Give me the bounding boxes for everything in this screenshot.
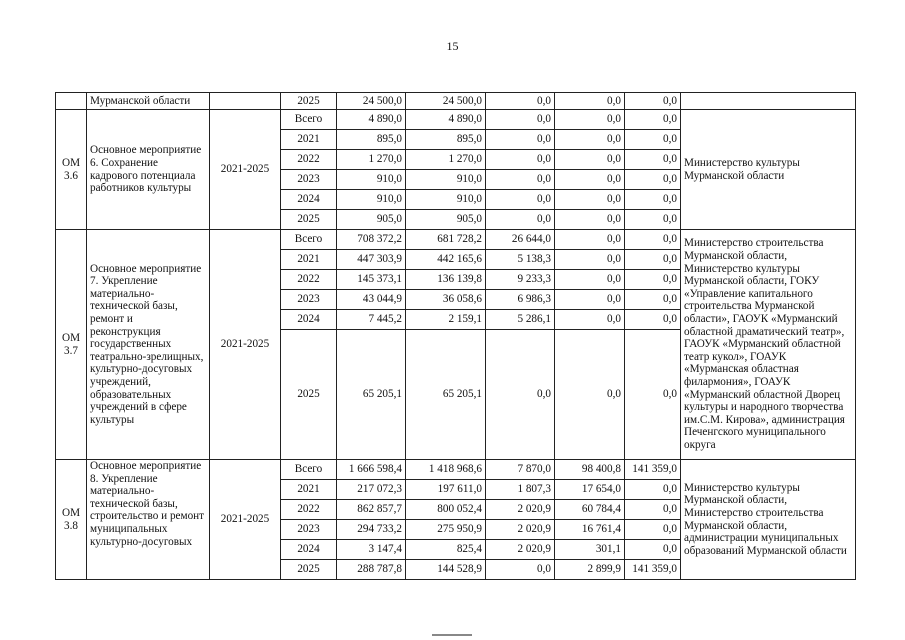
table-row	[56, 93, 856, 110]
amount-col2: 24 500,0	[406, 93, 486, 110]
table-row	[56, 230, 856, 250]
amount-col5: 0,0	[625, 290, 681, 310]
amount-col5: 0,0	[625, 170, 681, 190]
year-cell: 2021	[281, 250, 337, 270]
amount-col3: 5 286,1	[486, 310, 555, 330]
amount-col4: 301,1	[555, 540, 625, 560]
year-cell: 2025	[281, 560, 337, 580]
amount-col5: 141 359,0	[625, 560, 681, 580]
executor: Министерство культуры Мурманской области, Министерство строительства Мурманской области, администрации муниципальных образований Мурманской области	[681, 460, 856, 580]
amount-col5: 0,0	[625, 150, 681, 170]
amount-col2: 36 058,6	[406, 290, 486, 310]
year-cell: 2022	[281, 500, 337, 520]
amount-total: 288 787,8	[337, 560, 406, 580]
executor: Министерство строительства Мурманской области, Министерство культуры Мурманской области, ГОКУ «Управление капитального строительства Мурманской области», ГАОУК «Мурманский областной драматический театр», ГАОУК «Мурманский областной театр кукол», ГОАУК «Мурманская областная филармония», ГОАУК «Мурманский областной Дворец культуры и народного творчества им.С.М. Кирова», администрация Печенгского муниципального округа	[681, 230, 856, 460]
amount-total: 217 072,3	[337, 480, 406, 500]
amount-col4: 0,0	[555, 310, 625, 330]
measure-period: 2021-2025	[210, 460, 281, 580]
amount-col2: 2 159,1	[406, 310, 486, 330]
amount-col2: 905,0	[406, 210, 486, 230]
amount-col2: 910,0	[406, 170, 486, 190]
amount-col3: 26 644,0	[486, 230, 555, 250]
amount-col4: 0,0	[555, 230, 625, 250]
year-cell: 2023	[281, 520, 337, 540]
year-cell: 2023	[281, 290, 337, 310]
amount-col5: 0,0	[625, 270, 681, 290]
measure-period: 2021-2025	[210, 230, 281, 460]
executor: Министерство культуры Мурманской области	[681, 110, 856, 230]
table-row	[56, 460, 856, 480]
amount-col4: 0,0	[555, 170, 625, 190]
amount-col2: 65 205,1	[406, 330, 486, 460]
amount-total: 1 270,0	[337, 150, 406, 170]
amount-col4: 0,0	[555, 210, 625, 230]
amount-col2: 4 890,0	[406, 110, 486, 130]
amount-col5: 0,0	[625, 540, 681, 560]
amount-col4: 16 761,4	[555, 520, 625, 540]
measure-name: Мурманской области	[87, 93, 210, 110]
table-row	[56, 110, 856, 130]
amount-col2: 895,0	[406, 130, 486, 150]
amount-col5: 0,0	[625, 110, 681, 130]
measure-name: Основное мероприятие 6. Сохранение кадрового потенциала работников культуры	[87, 110, 210, 230]
amount-col2: 442 165,6	[406, 250, 486, 270]
amount-col2: 136 139,8	[406, 270, 486, 290]
measure-code	[56, 93, 87, 110]
amount-total: 862 857,7	[337, 500, 406, 520]
amount-total: 910,0	[337, 170, 406, 190]
amount-col5: 0,0	[625, 190, 681, 210]
measure-period	[210, 93, 281, 110]
year-cell: 2023	[281, 170, 337, 190]
year-cell: 2021	[281, 480, 337, 500]
amount-total: 895,0	[337, 130, 406, 150]
amount-col4: 0,0	[555, 130, 625, 150]
amount-col3: 1 807,3	[486, 480, 555, 500]
amount-total: 4 890,0	[337, 110, 406, 130]
amount-total: 910,0	[337, 190, 406, 210]
amount-col3: 0,0	[486, 190, 555, 210]
amount-col5: 0,0	[625, 330, 681, 460]
amount-col3: 7 870,0	[486, 460, 555, 480]
page-number: 15	[446, 39, 459, 53]
amount-total: 7 445,2	[337, 310, 406, 330]
amount-col3: 0,0	[486, 150, 555, 170]
amount-col2: 681 728,2	[406, 230, 486, 250]
amount-col4: 0,0	[555, 270, 625, 290]
amount-col5: 0,0	[625, 250, 681, 270]
amount-col5: 0,0	[625, 480, 681, 500]
amount-col2: 1 418 968,6	[406, 460, 486, 480]
amount-total: 43 044,9	[337, 290, 406, 310]
year-cell: 2025	[281, 330, 337, 460]
amount-col4: 0,0	[555, 93, 625, 110]
amount-col3: 0,0	[486, 130, 555, 150]
measure-period: 2021-2025	[210, 110, 281, 230]
amount-col3: 9 233,3	[486, 270, 555, 290]
amount-col4: 0,0	[555, 330, 625, 460]
amount-col3: 0,0	[486, 170, 555, 190]
amount-total: 145 373,1	[337, 270, 406, 290]
amount-col5: 0,0	[625, 500, 681, 520]
amount-col5: 0,0	[625, 93, 681, 110]
amount-col4: 0,0	[555, 190, 625, 210]
amount-total: 3 147,4	[337, 540, 406, 560]
executor	[681, 93, 856, 110]
year-cell: Всего	[281, 230, 337, 250]
amount-col2: 910,0	[406, 190, 486, 210]
amount-total: 294 733,2	[337, 520, 406, 540]
year-cell: 2024	[281, 190, 337, 210]
measure-code: ОМ 3.6	[56, 110, 87, 230]
amount-col5: 0,0	[625, 520, 681, 540]
year-cell: 2025	[281, 210, 337, 230]
amount-col2: 197 611,0	[406, 480, 486, 500]
year-cell: 2021	[281, 130, 337, 150]
measure-name: Основное мероприятие 8. Укрепление материально-технической базы, строительство и ремонт муниципальных культурно-досуговых	[87, 460, 210, 580]
amount-col2: 1 270,0	[406, 150, 486, 170]
amount-col4: 0,0	[555, 250, 625, 270]
amount-col5: 0,0	[625, 310, 681, 330]
amount-total: 708 372,2	[337, 230, 406, 250]
amount-col3: 5 138,3	[486, 250, 555, 270]
budget-table	[55, 92, 856, 580]
year-cell: 2024	[281, 540, 337, 560]
amount-col3: 0,0	[486, 330, 555, 460]
amount-col4: 98 400,8	[555, 460, 625, 480]
measure-code: ОМ 3.7	[56, 230, 87, 460]
year-cell: 2022	[281, 150, 337, 170]
amount-total: 65 205,1	[337, 330, 406, 460]
year-cell: 2025	[281, 93, 337, 110]
amount-col2: 825,4	[406, 540, 486, 560]
year-cell: 2022	[281, 270, 337, 290]
amount-col5: 0,0	[625, 130, 681, 150]
amount-col5: 141 359,0	[625, 460, 681, 480]
amount-col5: 0,0	[625, 210, 681, 230]
amount-col3: 2 020,9	[486, 540, 555, 560]
amount-col4: 0,0	[555, 150, 625, 170]
amount-col4: 17 654,0	[555, 480, 625, 500]
amount-col4: 0,0	[555, 110, 625, 130]
amount-col3: 0,0	[486, 93, 555, 110]
amount-col4: 0,0	[555, 290, 625, 310]
amount-col4: 60 784,4	[555, 500, 625, 520]
amount-col4: 2 899,9	[555, 560, 625, 580]
measure-name: Основное мероприятие 7. Укрепление материально-технической базы, ремонт и реконструкция государственных театрально-зрелищных, культурно-досуговых учреждений, образовательных учреждений в сфере культуры	[87, 230, 210, 460]
amount-total: 24 500,0	[337, 93, 406, 110]
amount-total: 905,0	[337, 210, 406, 230]
year-cell: 2024	[281, 310, 337, 330]
amount-col3: 0,0	[486, 210, 555, 230]
amount-total: 447 303,9	[337, 250, 406, 270]
amount-total: 1 666 598,4	[337, 460, 406, 480]
amount-col2: 275 950,9	[406, 520, 486, 540]
year-cell: Всего	[281, 460, 337, 480]
measure-code: ОМ 3.8	[56, 460, 87, 580]
amount-col2: 144 528,9	[406, 560, 486, 580]
year-cell: Всего	[281, 110, 337, 130]
page-footer-line	[432, 634, 472, 636]
amount-col5: 0,0	[625, 230, 681, 250]
amount-col2: 800 052,4	[406, 500, 486, 520]
amount-col3: 0,0	[486, 110, 555, 130]
amount-col3: 2 020,9	[486, 520, 555, 540]
amount-col3: 6 986,3	[486, 290, 555, 310]
amount-col3: 2 020,9	[486, 500, 555, 520]
amount-col3: 0,0	[486, 560, 555, 580]
